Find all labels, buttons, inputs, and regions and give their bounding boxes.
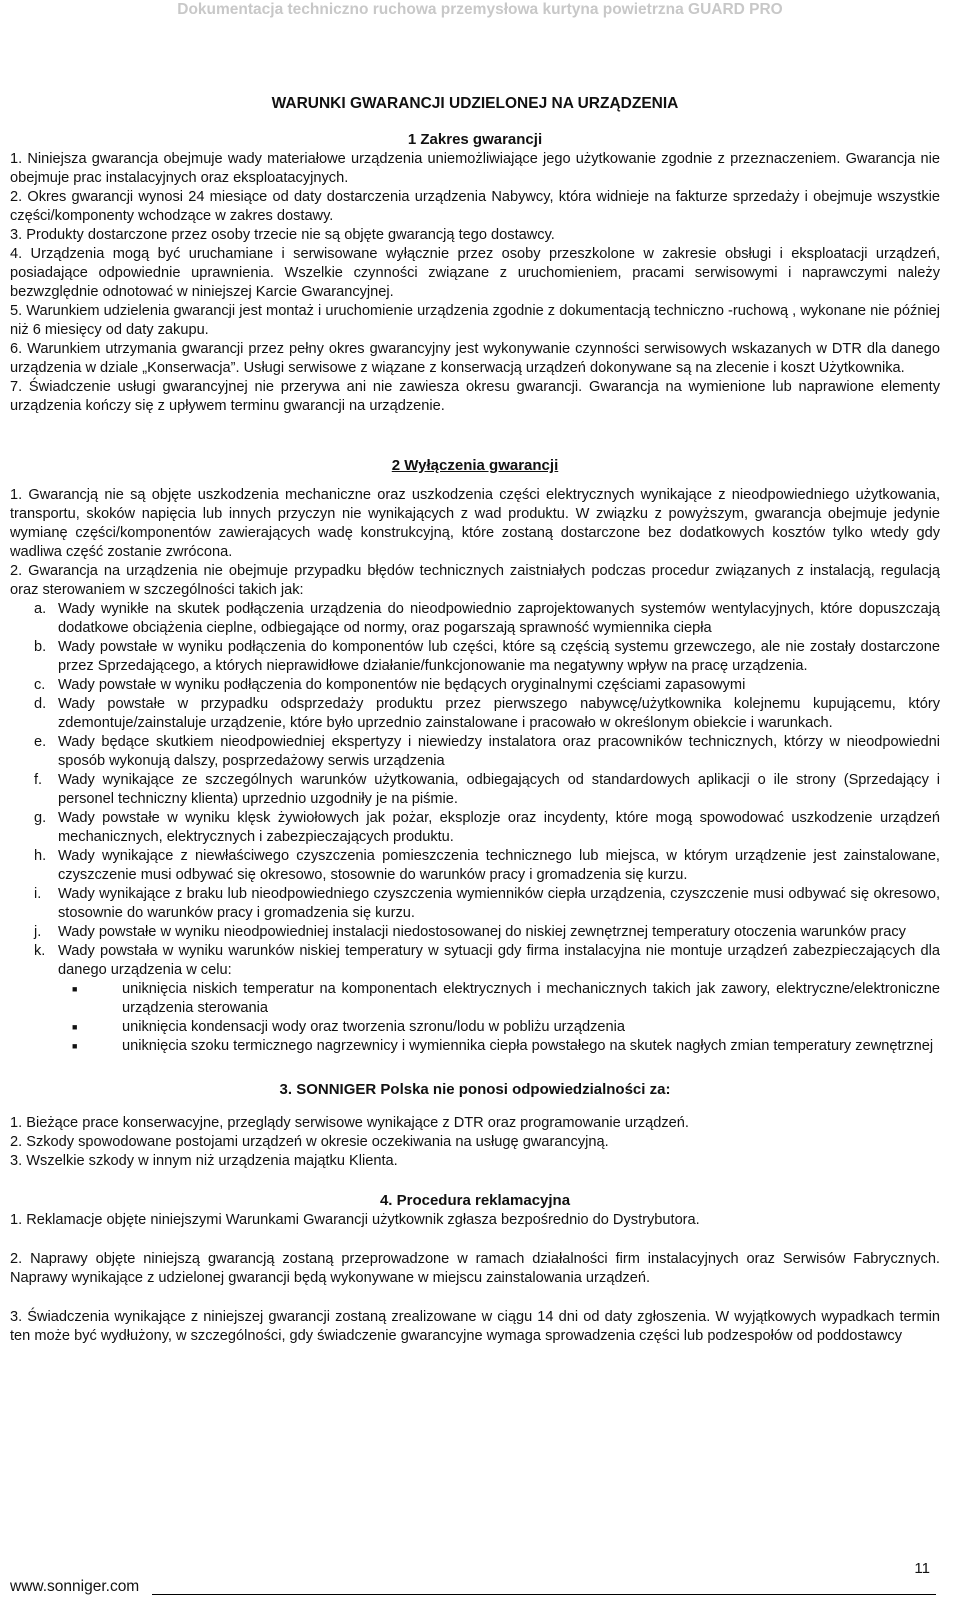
s2-paragraph-1: 1. Gwarancją nie są objęte uszkodzenia mechaniczne oraz uszkodzenia części elektrycznych wynikające z nieodpowiedniego użytkowania, transportu, skoków napięcia lub innych przyczyn nie wynikających z wad produktu. W związku z powyższym, gwarancja obejmuje jedynie wymianę części/komponentów zawierających wadę konstrukcyjną, które zostaną dostarczone bez dodatkowych kosztów tylko wtedy gdy wadliwa część zostanie zwrócona. — [10, 487, 940, 560]
s2-subitem-c — [10, 676, 940, 695]
list-text: Wady powstałe w wyniku podłączenia do komponentów nie będących oryginalnymi częściami zapasowymi — [58, 677, 746, 693]
s2-subitem-b — [10, 638, 940, 676]
list-marker: c. — [34, 677, 46, 693]
list-text: Wady wynikłe na skutek podłączenia urządzenia do nieodpowiednio zaprojektowanych systemów wentylacyjnych, które dopuszczają dodatkowe obciążenia cieplne, odbiegające od normy, oraz pogarszają sprawność wymiennika ciepła — [58, 601, 940, 636]
list-marker: f. — [34, 772, 43, 788]
bullet-icon: ■ — [72, 984, 78, 994]
s4-item: 2. Naprawy objęte niniejszą gwarancją zostaną przeprowadzone w ramach działalności firm instalacyjnych oraz Serwisów Fabrycznych. Naprawy wynikające z udzielonej gwarancji będą wykonywane w miejscu zainstalowania urządzeń. — [10, 1251, 940, 1286]
s2-subitem-j — [10, 923, 940, 942]
list-marker: j. — [34, 924, 42, 940]
list-marker: g. — [34, 810, 47, 826]
list-text: Wady powstałe w wyniku nieodpowiedniej instalacji niedostosowanej do niskiej zewnętrznej temperatury otoczenia warunków pracy — [58, 924, 906, 940]
s1-item: 4. Urządzenia mogą być uruchamiane i serwisowane wyłącznie przez osoby przeszkolone w zakresie obsługi i eksploatacji urządzeń, posiadające odpowiednie uprawnienia. Wszelkie czynności związane z uruchomieniem, pracami serwisowymi i naprawczymi należy bezwzględnie odnotować w niniejszej Karcie Gwarancyjnej. — [10, 246, 940, 300]
s1-item: 3. Produkty dostarczone przez osoby trzecie nie są objęte gwarancją tego dostawcy. — [10, 227, 555, 243]
bullet-icon: ■ — [72, 1022, 78, 1032]
list-marker: k. — [34, 943, 46, 959]
s3-item: 3. Wszelkie szkody w innym niż urządzenia majątku Klienta. — [10, 1153, 398, 1169]
s2-subitem-a — [10, 600, 940, 638]
footer-divider — [152, 1594, 936, 1595]
s3-item: 2. Szkody spowodowane postojami urządzeń w okresie oczekiwania na usługę gwarancyjną. — [10, 1134, 609, 1150]
s4-item: 1. Reklamacje objęte niniejszymi Warunkami Gwarancji użytkownik zgłasza bezpośrednio do Dystrybutora. — [10, 1212, 700, 1228]
list-text: Wady wynikające z niewłaściwego czyszczenia pomieszczenia technicznego lub miejsca, w którym urządzenie jest zainstalowane, czyszczenie musi odbywać się okresowo, stosownie do warunków pracy i gromadzenia się kurzu. — [58, 848, 940, 883]
s2-subitem-i — [10, 885, 940, 923]
bullet-item — [10, 1037, 940, 1056]
list-text: Wady powstałe w wyniku podłączenia do komponentów lub części, które są częścią systemu grzewczego, ale nie zostały dostarczone przez Sprzedającego, a których nieprawidłowe działanie/funkcjonowanie ma negatywny wpływ na pracę urządzenia. — [58, 639, 940, 674]
list-text: Wady wynikające z braku lub nieodpowiedniego czyszczenia wymienników ciepła urządzenia, czyszczenie musi odbywać się okresowo, stosownie do warunków pracy i gromadzenia się kurzu. — [58, 886, 940, 921]
list-marker: e. — [34, 734, 47, 750]
bullet-item — [10, 1018, 940, 1037]
page-number: 11 — [914, 1560, 930, 1577]
s1-item: 1. Niniejsza gwarancja obejmuje wady materiałowe urządzenia uniemożliwiające jego użytkowanie zgodnie z przeznaczeniem. Gwarancja nie obejmuje prac instalacyjnych oraz eksploatacyjnych. — [10, 151, 940, 186]
section-3-heading: 3. SONNIGER Polska nie ponosi odpowiedzialności za: — [279, 1081, 671, 1098]
s3-item: 1. Bieżące prace konserwacyjne, przeglądy serwisowe wynikające z DTR oraz programowanie urządzeń. — [10, 1115, 689, 1131]
s2-subitem-d — [10, 695, 940, 733]
bullet-text: uniknięcia szoku termicznego nagrzewnicy i wymiennika ciepła powstałego na skutek nagłych zmian temperatury zewnętrznej — [122, 1038, 934, 1054]
bullet-text: uniknięcia kondensacji wody oraz tworzenia szronu/lodu w pobliżu urządzenia — [122, 1019, 625, 1035]
section-2-heading: 2 Wyłączenia gwarancji — [391, 457, 559, 474]
s1-item: 7. Świadczenie usługi gwarancyjnej nie przerywa ani nie zawiesza okresu gwarancji. Gwarancja na wymienione lub naprawione elementy urządzenia kończy się z upływem terminu gwarancji na urządzenie. — [10, 379, 940, 414]
list-text: Wady powstałe w wyniku klęsk żywiołowych jak pożar, eksplozje oraz incydenty, które mogą spowodować uszkodzenie urządzeń mechanicznych, elektrycznych i zabezpieczających produktu. — [58, 810, 940, 845]
list-text: Wady wynikające ze szczególnych warunków użytkowania, odbiegających od standardowych aplikacji o ile strony (Sprzedający i personel techniczny klienta) uprzednio uzgodniły je na piśmie. — [58, 772, 940, 807]
s2-subitem-f — [10, 771, 940, 809]
list-marker: h. — [34, 848, 47, 864]
s2-subitem-e — [10, 733, 940, 771]
list-marker: a. — [34, 601, 47, 617]
list-marker: d. — [34, 696, 47, 712]
s1-item: 6. Warunkiem utrzymania gwarancji przez pełny okres gwarancyjny jest wykonywanie czynności serwisowych wskazanych w DTR dla danego urządzenia w dziale „Konserwacja”. Usługi serwisowe z wiązane z konserwacją urządzeń dokonywane są na zlecenie i koszt Użytkownika. — [10, 341, 940, 376]
s2-paragraph-2: 2. Gwarancja na urządzenia nie obejmuje przypadku błędów technicznych zaistniałych podczas procedur związanych z instalacją, regulacją oraz sterowaniem w szczególności takich jak: — [10, 563, 940, 598]
s2-subitem-k — [10, 942, 940, 980]
document-title: WARUNKI GWARANCJI UDZIELONEJ NA URZĄDZENIA — [271, 95, 679, 112]
s2-subitem-h — [10, 847, 940, 885]
list-text: Wady będące skutkiem nieodpowiedniej ekspertyzy i niewiedzy instalatora oraz pracowników technicznych, którzy w nieodpowiedni sposób wykonują dalszy, posprzedażowy serwis urządzenia — [58, 734, 940, 769]
running-header: Dokumentacja techniczno ruchowa przemysłowa kurtyna powietrzna GUARD PRO — [177, 1, 783, 18]
document-body — [10, 92, 940, 1346]
s1-item: 5. Warunkiem udzielenia gwarancji jest montaż i uruchomienie urządzenia zgodnie z dokumentacją techniczno -ruchową , wykonane nie później niż 6 miesięcy od daty zakupu. — [10, 303, 940, 338]
bullet-text: uniknięcia niskich temperatur na komponentach elektrycznych i mechanicznych takich jak zawory, elektryczne/elektroniczne urządzenia sterowania — [122, 981, 940, 1016]
list-marker: i. — [34, 886, 42, 902]
s4-item: 3. Świadczenia wynikające z niniejszej gwarancji zostaną zrealizowane w ciągu 14 dni od daty zgłoszenia. W wyjątkowych wypadkach termin ten może być wydłużony, w szczególności, gdy świadczenie gwarancyjne wymaga sprowadzenia części lub podzespołów od poddostawcy — [10, 1309, 940, 1344]
section-4-heading: 4. Procedura reklamacyjna — [379, 1192, 571, 1209]
list-text: Wady powstałe w przypadku odsprzedaży produktu przez pierwszego nabywcę/użytkownika kolejnemu kupującemu, który zdemontuje/zainstaluje urządzenie, które było uprzednio zainstalowane i pracowało w określonym obiekcie i warunkach. — [58, 696, 940, 731]
section-1-heading: 1 Zakres gwarancji — [407, 131, 543, 148]
footer-website: www.sonniger.com — [10, 1578, 140, 1595]
s2-subitem-g — [10, 809, 940, 847]
bullet-icon: ■ — [72, 1041, 78, 1051]
list-marker: b. — [34, 639, 47, 655]
list-text: Wady powstała w wyniku warunków niskiej temperatury w sytuacji gdy firma instalacyjna nie montuje urządzeń zabezpieczających dla danego urządzenia w celu: — [58, 943, 940, 978]
bullet-item — [10, 980, 940, 1018]
s1-item: 2. Okres gwarancji wynosi 24 miesiące od daty dostarczenia urządzenia Nabywcy, która widnieje na fakturze sprzedaży i obejmuje wszystkie części/komponenty wchodzące w zakres dostawy. — [10, 189, 940, 224]
